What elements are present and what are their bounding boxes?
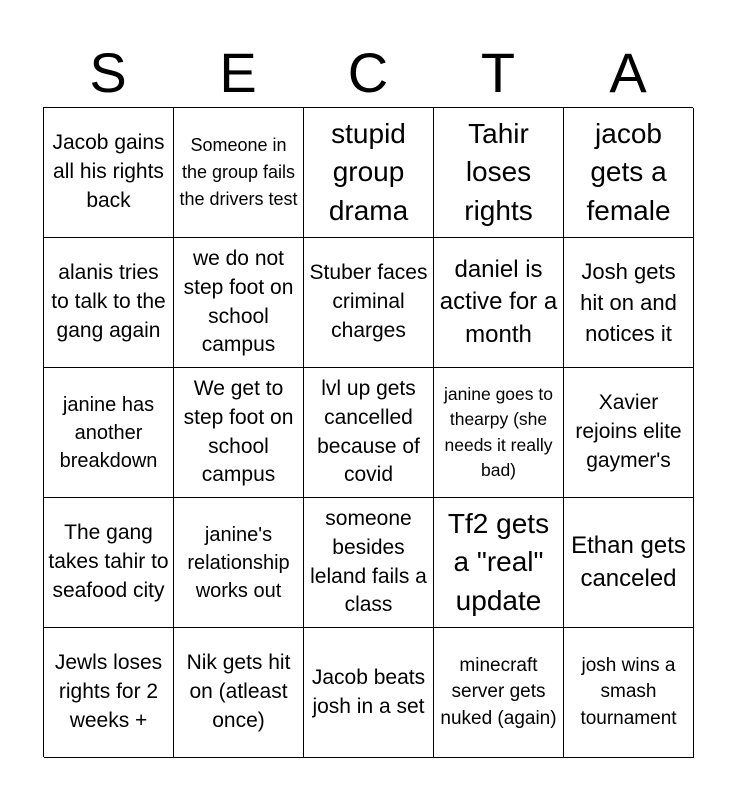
bingo-cell: The gang takes tahir to seafood city <box>44 498 174 628</box>
bingo-cell: daniel is active for a month <box>434 238 564 368</box>
bingo-cell: lvl up gets cancelled because of covid <box>304 368 434 498</box>
bingo-cell: we do not step foot on school campus <box>174 238 304 368</box>
bingo-cell: janine goes to thearpy (she needs it really bad) <box>434 368 564 498</box>
bingo-cell: Someone in the group fails the drivers test <box>174 108 304 238</box>
bingo-cell: jacob gets a female <box>564 108 694 238</box>
bingo-cell: Nik gets hit on (atleast once) <box>174 628 304 758</box>
header-letter: T <box>480 41 516 104</box>
bingo-grid <box>43 107 693 757</box>
bingo-cell: Jacob gains all his rights back <box>44 108 174 238</box>
bingo-cell: We get to step foot on school campus <box>174 368 304 498</box>
bingo-cell: Xavier rejoins elite gaymer's <box>564 368 694 498</box>
bingo-cell: janine has another breakdown <box>44 368 174 498</box>
header-letter: A <box>609 41 647 104</box>
bingo-cell: Jewls loses rights for 2 weeks + <box>44 628 174 758</box>
bingo-cell: Stuber faces criminal charges <box>304 238 434 368</box>
header-letter: E <box>219 41 257 104</box>
bingo-cell: minecraft server gets nuked (again) <box>434 628 564 758</box>
bingo-header <box>43 40 693 106</box>
bingo-cell: Ethan gets canceled <box>564 498 694 628</box>
header-letter: S <box>89 41 127 104</box>
bingo-cell: stupid group drama <box>304 108 434 238</box>
header-letter: C <box>347 41 389 104</box>
bingo-cell: Josh gets hit on and notices it <box>564 238 694 368</box>
bingo-cell: josh wins a smash tournament <box>564 628 694 758</box>
bingo-cell: janine's relationship works out <box>174 498 304 628</box>
bingo-cell: alanis tries to talk to the gang again <box>44 238 174 368</box>
bingo-cell: Jacob beats josh in a set <box>304 628 434 758</box>
bingo-cell: Tf2 gets a "real" update <box>434 498 564 628</box>
bingo-cell: someone besides leland fails a class <box>304 498 434 628</box>
bingo-cell: Tahir loses rights <box>434 108 564 238</box>
